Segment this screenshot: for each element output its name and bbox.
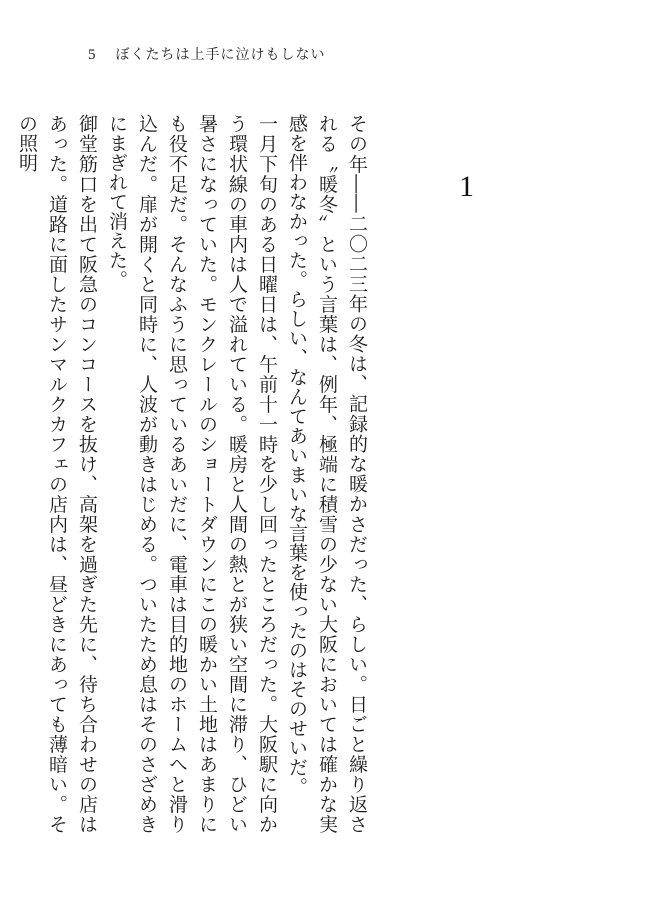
chapter-number: 1	[459, 170, 474, 203]
page-number: 5	[88, 47, 96, 63]
page-header	[88, 44, 326, 64]
running-title: ぼくたちは上手に泣けもしない	[115, 47, 326, 63]
paragraph: 一月下旬のある日曜日は、午前十一時を少し回ったところだった。大阪駅に向かう環状線の車内は人で溢れている。暖房と人間の熱とが狭い空間に滞り、ひどい暑さになっていた。モンクレールのショートダウンにこの暖かい土地はあまりにも役不足だ。そんなふうに思っているあいだに、電車は目的地のホームへと滑り込んだ。扉が開くと同時に、人波が動きはじめる。ついたため息はそのさざめきにまぎれて消えた。	[106, 114, 278, 834]
paragraph: その年――二〇二三年の冬は、記録的な暖かさだった、らしい。日ごと繰り返される〝暖冬〟という言葉は、例年、極端に積雪の少ない大阪においては確かな実感を伴わなかった。らしい、なんてあいまいな言葉を使ったのはそのせいだ。	[286, 114, 368, 835]
body-text	[16, 114, 372, 835]
paragraph: 御堂筋口を出て阪急のコンコースを抜け、高架を過ぎた先に、待ち合わせの店はあった。道路に面したサンマルクカフェの店内は、昼どきにあっても薄暗い。その照明	[16, 114, 98, 834]
